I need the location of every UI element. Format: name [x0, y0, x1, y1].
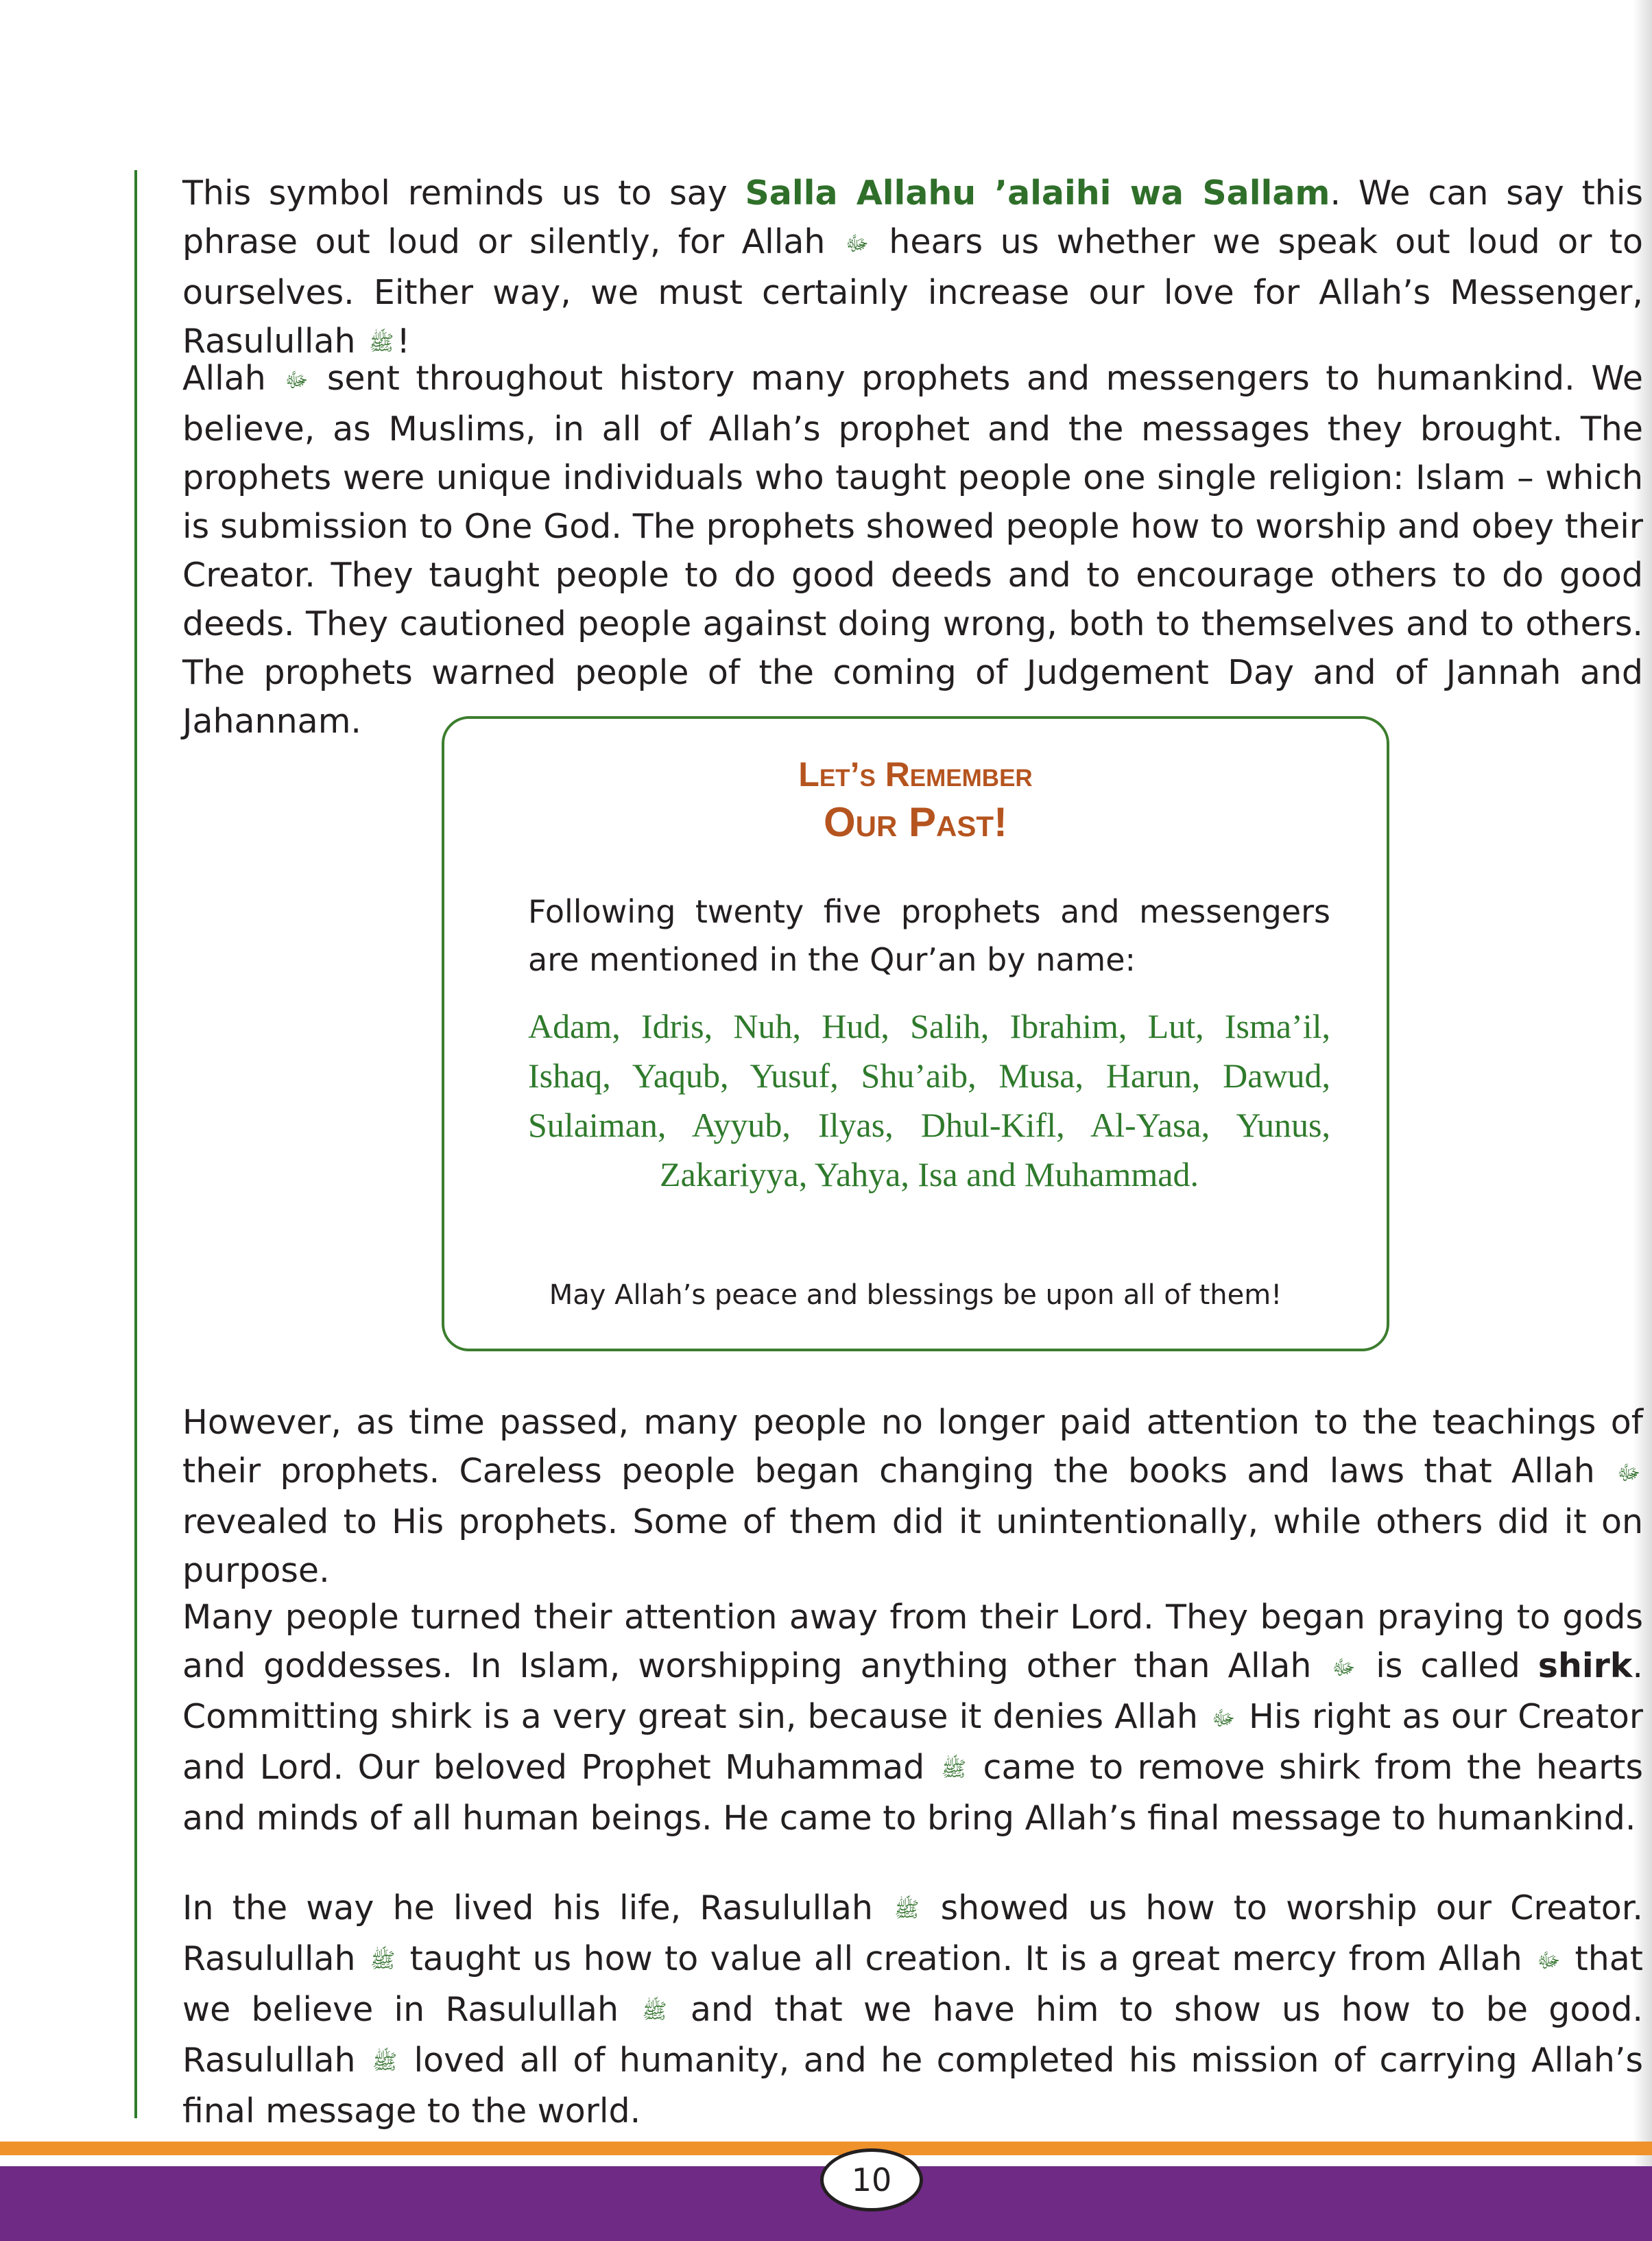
salawat-seal-icon: ﷺ	[372, 2050, 398, 2074]
paragraph-5	[182, 1884, 1643, 2135]
allah-seal-icon: ﷻ	[285, 368, 309, 392]
text-run: revealed to His prophets. Some of them did it unintentionally, while others did it on purpose.	[182, 1502, 1643, 1590]
allah-seal-icon: ﷻ	[1212, 1707, 1235, 1731]
salawat-seal-icon: ﷺ	[370, 1949, 396, 1973]
paragraph-3	[182, 1398, 1643, 1595]
salawat-seal-icon: ﷺ	[642, 2000, 667, 2024]
text-run: !	[396, 322, 411, 361]
text-run: However, as time passed, many people no longer paid attention to the teachings of their prophets. Careless people began changing the books and laws that Allah	[182, 1403, 1643, 1491]
text-run: loved all of humanity, and he completed his mission of carrying Allah’s final message to the world.	[182, 2041, 1643, 2131]
allah-seal-icon: ﷻ	[1537, 1949, 1561, 1973]
shirk-term: shirk	[1537, 1646, 1633, 1685]
text-run: and that we have him to show us how to be good. Rasulullah	[182, 1990, 1643, 2080]
allah-seal-icon: ﷻ	[1617, 1461, 1640, 1485]
box-intro: Following twenty five prophets and messengers are mentioned in the Qur’an by name:	[528, 893, 1330, 978]
footer-band-orange	[0, 2142, 1652, 2155]
salawat-seal-icon: ﷺ	[369, 331, 394, 355]
box-closing: May Allah’s peace and blessings be upon all of them!	[549, 1279, 1282, 1311]
text-run: came to remove shirk from the hearts and minds of all human beings. He came to bring Allah’s final message to humankind.	[182, 1748, 1643, 1838]
paragraph-4	[182, 1593, 1643, 1842]
text-run: . We can say this phrase out loud or silently, for Allah	[182, 174, 1643, 261]
allah-seal-icon: ﷻ	[1332, 1656, 1356, 1680]
salawat-phrase: Salla Allahu ’alaihi wa Sallam	[745, 174, 1330, 213]
prophet-names: Adam, Idris, Nuh, Hud, Salih, Ibrahim, Lut, Isma’il, Ishaq, Yaqub, Yusuf, Shu’aib, Musa, Harun, Dawud, Sulaiman, Ayyub, Ilyas, Dhul-Kifl, Al-Yasa, Yunus, Zakariyya, Yahya, Isa and Muhammad.	[528, 1007, 1330, 1194]
paragraph-1	[182, 169, 1643, 368]
text-run: This symbol reminds us to say	[182, 174, 745, 213]
paragraph-2	[182, 354, 1643, 746]
text-run: hears us whether we speak out loud or to ourselves. Either way, we must certainly increase our love for Allah’s Messenger, Rasulullah	[182, 222, 1643, 361]
text-run: is called	[1358, 1646, 1538, 1685]
text-run: showed us how to worship our Creator. Rasulullah	[182, 1888, 1644, 1978]
text-run: taught us how to value all creation. It is a great mercy from Allah	[398, 1939, 1535, 1978]
salawat-seal-icon: ﷺ	[894, 1898, 920, 1922]
text-run: In the way he lived his life, Rasulullah	[182, 1888, 892, 1928]
text-run: Many people turned their attention away from their Lord. They began praying to gods and goddesses. In Islam, worshipping anything other than Allah	[182, 1598, 1643, 1685]
page-number: 10	[820, 2148, 923, 2212]
text-run: that we believe in Rasulullah	[182, 1939, 1643, 2029]
box-title-line-2: Our Past!	[823, 799, 1007, 845]
text-run: . Committing shirk is a very great sin, because it denies Allah	[182, 1646, 1643, 1736]
margin-rule	[134, 170, 137, 2118]
text-run: sent throughout history many prophets and messengers to humankind. We believe, as Muslims, in all of Allah’s prophet and the messages they brought. The prophets were unique individuals who taught people one single religion: Islam – which is submission to One God. The prophets showed people how to worship and obey their Creator. They taught people to do good deeds and to encourage others to do good deeds. They cautioned people against doing wrong, both to themselves and to others. The prophets warned people of the coming of Judgement Day and of Jannah and Jahannam.	[182, 359, 1644, 741]
allah-seal-icon: ﷻ	[845, 232, 869, 256]
text-run: His right as our Creator and Lord. Our beloved Prophet Muhammad	[182, 1697, 1644, 1787]
salawat-seal-icon: ﷺ	[941, 1757, 967, 1781]
text-run: Allah	[182, 359, 283, 398]
remember-box	[442, 716, 1389, 1351]
box-title-line-1: Let’s Remember	[798, 755, 1033, 794]
